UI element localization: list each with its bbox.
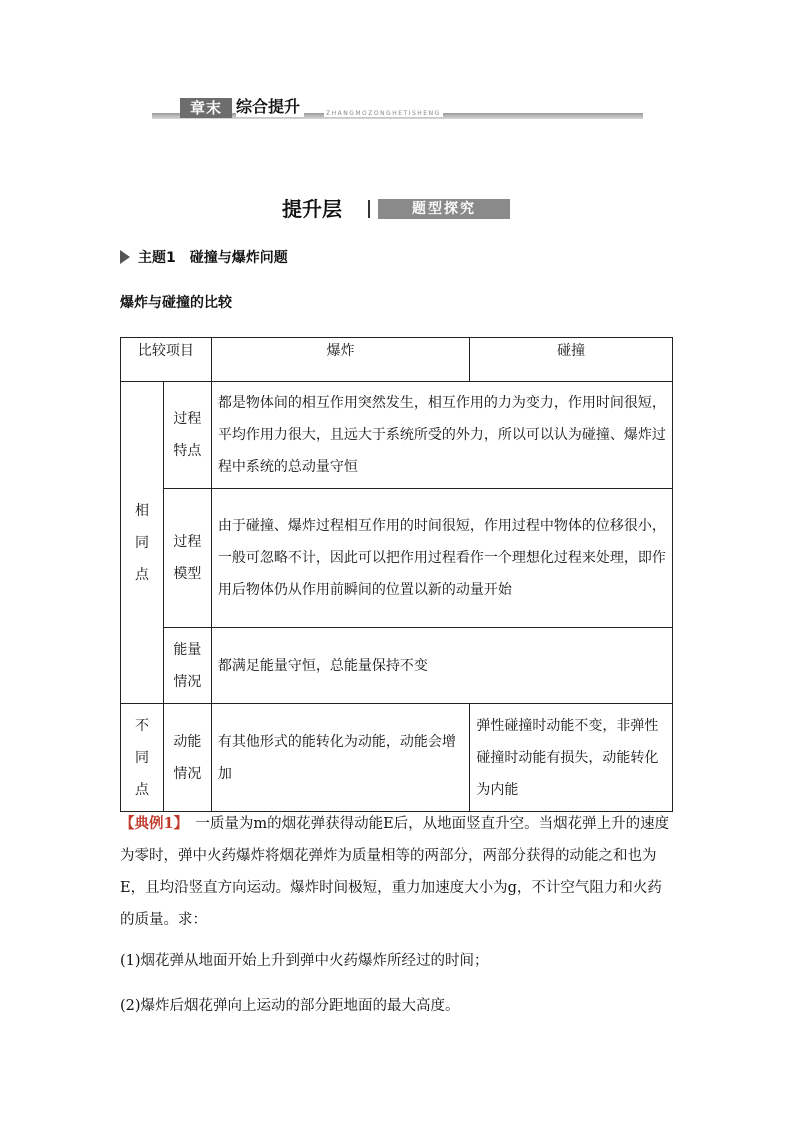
chapter-banner — [152, 96, 643, 124]
row-text — [211, 628, 672, 704]
table-row — [121, 489, 673, 628]
header-explosion: 爆炸 — [211, 338, 470, 382]
diff-explosion — [211, 704, 470, 812]
diff-collision-text: 弹性碰撞时动能不变，非弹性碰撞时动能有损失，动能转化为内能 — [476, 717, 659, 798]
table-header-row — [121, 338, 673, 382]
example-paragraph — [120, 808, 675, 936]
table-row — [121, 628, 673, 704]
banner-title: 综合提升 — [236, 97, 304, 117]
row-name-line: 过程 — [173, 534, 202, 550]
table-row — [121, 382, 673, 489]
same-label-char: 点 — [134, 566, 149, 583]
play-triangle-icon — [120, 250, 130, 264]
row-name — [163, 704, 211, 812]
same-label — [121, 382, 164, 704]
row-text-body: 都满足能量守恒，总能量保持不变 — [217, 657, 428, 674]
topic-text: 主题1 碰撞与爆炸问题 — [138, 250, 288, 266]
diff-label-char: 点 — [134, 781, 149, 798]
row-name-line: 动能 — [173, 733, 202, 750]
comparison-table — [120, 337, 673, 812]
row-name-line: 情况 — [173, 765, 202, 782]
row-name-line: 过程 — [173, 411, 202, 427]
example-text: 一质量为m的烟花弹获得动能E后，从地面竖直升空。当烟花弹上升的速度为零时，弹中火药爆炸将烟花弹炸为质量相等的两部分，两部分获得的动能之和也为E，且均沿竖直方向运动。爆炸时间极短，重力加速度大小为g，不计空气阻力和火药的质量。求： — [120, 816, 670, 928]
banner-subtitle: ZHANGMOZONGHETISHENG — [326, 110, 441, 117]
row-text — [211, 382, 672, 489]
subheading: 爆炸与碰撞的比较 — [120, 295, 232, 311]
row-text-body: 都是物体间的相互作用突然发生，相互作用的力为变力，作用时间很短，平均作用力很大，且远大于系统所受的外力，所以可以认为碰撞、爆炸过程中系统的总动量守恒 — [217, 395, 666, 475]
same-label-char: 同 — [134, 534, 149, 551]
row-name — [163, 489, 211, 628]
diff-explosion-text: 有其他形式的能转化为动能，动能会增加 — [217, 733, 456, 782]
row-name — [163, 628, 211, 704]
section-divider — [368, 200, 370, 218]
row-name — [163, 382, 211, 489]
row-text — [211, 489, 672, 628]
row-name-line: 能量 — [173, 641, 202, 658]
section-title: 提升层 — [282, 197, 342, 221]
row-name-line: 情况 — [173, 673, 202, 690]
header-collision: 碰撞 — [470, 338, 673, 382]
diff-collision — [470, 704, 673, 812]
same-label-char: 相 — [134, 502, 149, 519]
row-name-line: 模型 — [173, 566, 202, 582]
question-2: (2)爆炸后烟花弹向上运动的部分距地面的最大高度。 — [120, 998, 460, 1014]
diff-label-char: 不 — [134, 717, 149, 734]
row-name-line: 特点 — [173, 443, 202, 459]
banner-tag: 章末 — [180, 98, 232, 118]
topic-heading — [120, 248, 288, 268]
diff-label-char: 同 — [134, 749, 149, 766]
row-text-body: 由于碰撞、爆炸过程相互作用的时间很短，作用过程中物体的位移很小，一般可忽略不计，因此可以把作用过程看作一个理想化过程来处理，即作用后物体仍从作用前瞬间的位置以新的动量开始 — [217, 518, 666, 598]
section-tag: 题型探究 — [378, 199, 510, 219]
header-item: 比较项目 — [121, 338, 212, 382]
example-label: 【典例1】 — [120, 815, 181, 832]
table-row — [121, 704, 673, 812]
diff-label — [121, 704, 164, 812]
question-1: (1)烟花弹从地面开始上升到弹中火药爆炸所经过的时间； — [120, 953, 489, 969]
